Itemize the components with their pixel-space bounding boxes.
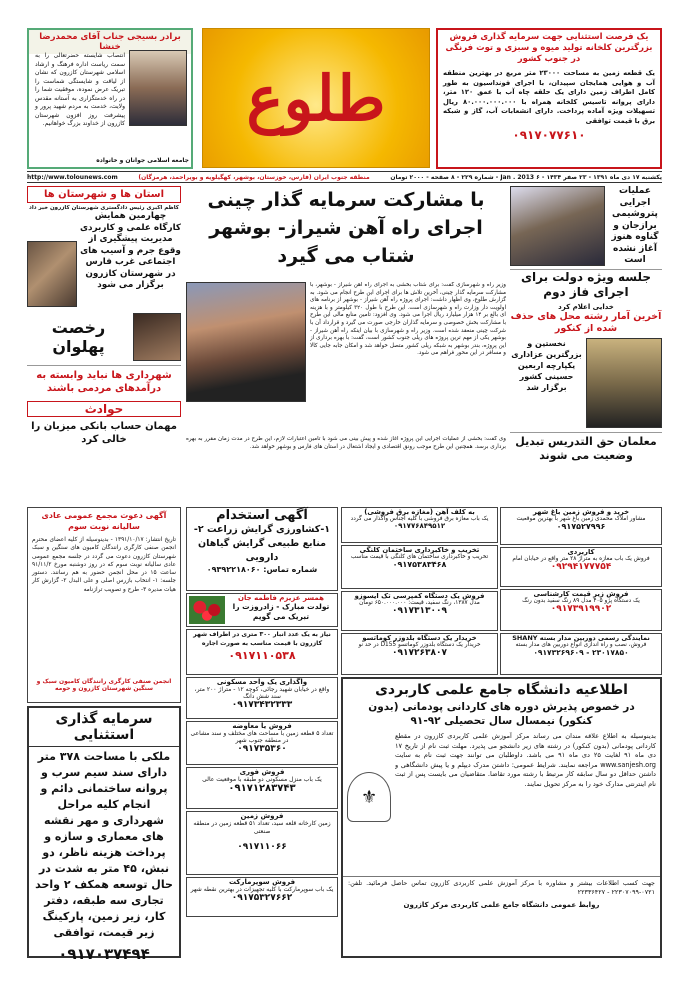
right-ad-phone: ۰۹۱۷۰۷۷۶۱۰ (512, 128, 586, 142)
car-sale-ad (500, 589, 662, 631)
right-headline-1: عملیات اجرایی پتروشیمی برازجان و گناوه هنوز آغاز نشده است (611, 186, 659, 265)
mourning-photo (586, 338, 662, 428)
investment-ad-body: ملکی با مساحت ۳۷۸ متر دارای سند سیم سرب و پروانه ساختمانی دائم و انجام کلیه مراحل شهرداری و مهر نقشه های معماری و سازه و پرداخت هزینه ناظر، دو نبش، ۴۵ متر به شدت در حال توسعه همکف ۲ واحد تجاری سه طبقه، دفتر کار، زیر زمین، پارکینگ زیر قیمت، توافقی (35, 750, 173, 939)
residential-ad-title: واگذاری یک واحد مسکونی (216, 678, 308, 686)
truck-sale-ad (341, 591, 498, 631)
provinces-photo (27, 241, 77, 307)
minister-photo (186, 282, 306, 402)
provinces-body: کاظم اکبری رئیس دادگستری شهرستان کازرون خبر داد (29, 205, 179, 211)
accidents-headline: مهمان حساب بانکی میزبان را خالی کرد (31, 421, 177, 445)
residential-ad-body: واقع در خیابان شهید رجائی، کوچه ۱۲ - متراژ ۲۰۰ متر، سند شش دانگ (194, 686, 330, 700)
truck-sale-title: فروش یک دستگاه کمپرسی تک ایسوزو (354, 592, 485, 600)
supermarket-phone: ۰۹۱۷۵۳۲۷۶۶۲ (231, 893, 293, 903)
meeting-notice-body: تاریخ انتشار: ۱۳۹۱/۱۰/۱۷ - بدینوسیله از کلیه اعضای محترم انجمن صنفی کارگری رانندگان کامیون های سنگین و سبک شهرستان کازرون دعوت می گردد در جلسه مجمع عمومی عادی سالیانه نوبت سوم که در روز دوشنبه مورخ ۹۱/۱۱/۲ ساعت ۱۵ در محل انجمن حضور به هم رسانند. دستور جلسه: ۱- انتخاب بازرس اصلی و علی البدل ۲- گزارش کار هیات مدیره ۳- طرح و تصویب ترازنامه (32, 537, 177, 593)
right-headline-4: نخستین و بزرگترین عزاداری یکپارچه اربعین حسینی کشور برگزار شد (511, 338, 582, 392)
shop-sale-ad (500, 547, 662, 587)
wrestler-photo (133, 313, 181, 361)
demolition-phone: ۰۹۱۷۵۳۸۳۴۶۸ (392, 560, 447, 569)
land-sale-ad (186, 811, 338, 875)
university-subtitle: در خصوص پذیرش دوره های کاردانی پودمانی (بدون کنکور) نیمسال سال تحصیلی ۹۲-۹۱ (368, 701, 635, 727)
supermarket-body: یک باب سوپرمارکت با کلیه تجهیزات در بهترین نقطه شهر (190, 886, 334, 893)
university-notice (341, 677, 662, 958)
demolition-body: تخریب و خاکبرداری ساختمان های کلنگی با قیمت مناسب (350, 554, 489, 560)
garden-land-title: خرید و فروش زمین باغ شهر (532, 508, 630, 516)
warehouse-ad (186, 629, 338, 675)
cctv-body: فروش، نصب و راه اندازی انواع دوربین های مدار بسته (515, 642, 647, 648)
electric-shop-body: یک باب مغازه برق فروشی با کلیه اجناس واگذار می گردد (350, 516, 489, 522)
main-headline: با مشارکت سرمایه گذار چینی اجرای راه آهن شیراز- بوشهر شتاب می گیرد (207, 189, 485, 267)
shop-sale-title: کاربردی (567, 548, 595, 556)
garden-land-ad (500, 507, 662, 545)
electric-shop-phone: ۰۹۱۷۷۶۸۴۹۵۱۲ (393, 522, 446, 530)
employment-ad-title: آگهی استخدام (216, 508, 308, 523)
region-text: منطقه جنوب ایران (فارس، خوزستان، بوشهر، کهگیلویه و بویراحمد، هرمزگان) (138, 174, 370, 181)
shop-sale-body: فروش یک باب مغازه به متراژ ۲۸ متر واقع در خیابان امام (512, 556, 650, 562)
urgent-sale-phone: ۰۹۱۷۱۲۸۳۷۴۳ (228, 783, 296, 794)
university-footer: جهت کسب اطلاعات بیشتر و مشاوره با مرکز آموزش علمی کاربردی کازرون تماس حاصل فرمائید. تلفن: ۰۷۲۱-۲۲۳۰۷۰۹۹ - ۲۲۳۳۶۴۲۷ (343, 876, 660, 899)
meeting-notice-title: آگهی دعوت مجمع عمومی عادی سالیانه نوبت سوم (41, 511, 167, 531)
masthead-logo: طلوع (246, 62, 386, 135)
exchange-ad-phone: ۰۹۱۷۳۵۳۶۰ (237, 744, 287, 754)
bulldozer-phone: ۰۹۱۷۲۶۳۸۰۷ (392, 648, 447, 658)
meeting-notice-ad (27, 507, 181, 703)
left-congrats-body2 (31, 130, 189, 134)
university-logo: ⚜ (347, 772, 391, 822)
right-ad-body: یک قطعه زمین به مساحت ۲۳۰۰۰ متر مربع در بهترین منطقه آب و هوایی همایجان سپیدان، با اجرای فونداسیون به طور کامل اطراف زمین دارای یک حلقه چاه آب با عمق ۱۲۰ متر، دارای پروانه تاسیس کلخانه همراه با ۸۰.۰۰۰.۰۰۰.۰۰۰ ریال تسهیلات ویژه آماده پرداخت. دارای انشعابات آب، گاز و شبکه برق با قیمت توافقی (443, 69, 656, 125)
warehouse-ad-phone: ۰۹۱۷۱۱۰۵۳۸ (228, 649, 296, 662)
flower-image (189, 596, 225, 624)
investment-ad (27, 706, 181, 963)
demolition-title: تخریب و خاکبرداری ساختمان کلنگی (359, 546, 480, 554)
residential-ad (186, 677, 338, 719)
cctv-phone: ۲۳۰۱۷۸۵۰ - ۰۹۱۷۳۲۶۹۶۰۹ (533, 648, 629, 657)
supermarket-ad (186, 877, 338, 917)
wrestler-headline: رخصت پهلوان (51, 318, 106, 356)
car-sale-phone: ۰۹۱۷۳۹۱۹۹۰۲ (550, 604, 612, 614)
left-news-column (27, 186, 181, 504)
land-sale-title: فروش زمین (240, 812, 284, 820)
left-congrats-box (27, 28, 193, 169)
right-headline-2: جلسه ویژه دولت برای اجرای فاز دوم (510, 269, 662, 300)
congrats-photo (129, 50, 187, 126)
bulldozer-body: خریدار یک دستگاه بلدوزر کوماتسو D155 در حد نو (358, 642, 481, 648)
website-link[interactable]: http://www.tolounews.com (27, 174, 118, 181)
provinces-section-header: استان ها و شهرستان ها (27, 186, 181, 203)
date-strip (27, 171, 662, 183)
investment-ad-title: سرمایه گذاری استثنایی (29, 708, 179, 747)
right-headline-5: معلمان حق التدریس تبدیل وضعیت می شوند (510, 432, 662, 463)
employment-ad-phone: شماره تماس: ۰۹۳۹۲۲۱۸۰۶۰ (206, 565, 318, 574)
warehouse-ad-body: نیاز به یک عدد انبار ۳۰۰ متری در اطراف شهر کازرون با قیمت مناسب به صورت اجاره (193, 631, 331, 647)
accidents-section-header: حوادث (27, 401, 181, 417)
electric-shop-ad (341, 507, 498, 543)
truck-sale-phone: ۰۹۱۷۳۱۳۰۰۹ (392, 606, 447, 616)
center-news (186, 186, 506, 504)
supermarket-title: فروش سوپرمارکت (228, 878, 296, 886)
university-sign: روابط عمومی دانشگاه جامع علمی کاربردی مرکز کازرون (403, 901, 600, 909)
right-headline-3a: خدایی اعلام کرد (558, 302, 614, 311)
birthday-ad (186, 593, 338, 627)
bulldozer-ad (341, 633, 498, 675)
investment-ad-phone: ۰۹۱۷۰۳۷۴۹۴ (58, 945, 150, 963)
bulldozer-title: خریدار یک دستگاه بلدوزر کوماتسو (362, 634, 477, 642)
university-title: اطلاعیه دانشگاه جامع علمی کاربردی (375, 682, 628, 698)
meeting-notice-sign: انجمن صنفی کارگری رانندگان کامیون سبک و سنگین شهرستان کازرون و حومه (36, 678, 172, 692)
cctv-ad (500, 633, 662, 675)
exchange-ad-title: فروش یا معاوضه (232, 722, 292, 730)
urgent-sale-ad (186, 767, 338, 809)
car-sale-body: یک دستگاه پژو ۴۰۵ مدل ۸۹ رنگ سفید بدون رنگ (522, 598, 640, 604)
electric-shop-title: به کلف آهن (مغازه برق فروشی) (364, 508, 475, 516)
car-sale-title: فروش زیر قیمت کارشناسی (533, 590, 629, 598)
right-headline-3: آخرین آمار رشته محل های حذف شده از کنکور (510, 310, 662, 334)
birthday-ad-title: همسر عزیزم فاطمه جان (238, 594, 324, 602)
exchange-ad-body: تعداد ۵ قطعه زمین با مساحت های مختلف و سند مشاعی در منطقه جنوب شهر (190, 730, 334, 744)
provinces-headline: چهارمین همایش کارگاه علمی و کاربردی مدیریت پیشگیری از وقوع جرم و آسیب های اجتماعی غرب فارس در شهرستان کازرون برگزار می شود (80, 211, 181, 290)
cctv-title: نمایندگی رسمی دوربین مدار بسته SHANY (512, 634, 650, 642)
employment-ad-body: ۱-کشاورزی گرایش زراعت ۲-منابع طبیعی گرایش گیاهان دارویی (193, 524, 331, 563)
demolition-ad (341, 545, 498, 589)
official-photo (510, 186, 605, 266)
university-body: بدینوسیله به اطلاع علاقه مندان می رساند مرکز آموزش علمی کاربردی کازرون در مقطع کاردانی پودمانی (بدون کنکور) در رشته های زیر دانشجو می پذیرد. مهلت ثبت نام از تاریخ ۱۷ دی ماه ۹۱ لغایت ۲۵ دی ماه ۹۱ می باشد. داوطلبان می توانند جهت ثبت نام به سایت www.sanjesh.org مراجعه نمایند. شرایط عمومی: داشتن مدرک دیپلم و یا پیش دانشگاهی و داشتن حداقل دو سال سابقه کار مرتبط با رشته مورد تقاضا. متقاضیان می بایست پس از ثبت نام اینترنتی مدارک خود را به مرکز تحویل نمایند. (395, 732, 656, 788)
employment-ad (186, 507, 338, 591)
left-congrats-sign: جامعه اسلامی جوانان و خانواده (96, 157, 189, 164)
issue-date: یکشنبه ۱۷ دی ماه ۱۳۹۱ - ۲۳ صفر ۱۴۳۴ - ۶ Jan . 2013 - شماره ۲۲۹ - ۸ صفحه - ۲۰۰۰ تومان (390, 174, 662, 181)
right-greenhouse-ad (436, 28, 662, 169)
garden-land-phone: ۰۹۱۷۵۲۷۹۹۶ (556, 522, 606, 531)
masthead-logo-box (202, 28, 430, 168)
municipality-headline: شهرداری ها نباید وابسته به درآمدهای مردمی باشند (27, 365, 181, 395)
main-article-body: وزیر راه و شهرسازی گفت: برای شتاب بخشی به اجرای راه آهن شیراز - بوشهر، با مشارکت سرمایه گذار چینی، آخرین تلاش ها برای اجرای این طرح انجام می شود. به گزارش طلوع، وی اظهار داشت: اجرای پروژه راه آهن شیراز - بوشهر از برنامه های اولویت دار وزارت راه و شهرسازی است. این طرح با طول ۳۲۰ کیلومتر و با هزینه ای بالغ بر ۱۴ هزار میلیارد ریال اجرا می شود. وی افزود: تامین منابع مالی این طرح با مشارکت بخش خصوصی و سرمایه گذاران خارجی صورت می گیرد و قرارداد آن با شرکت چینی منعقد شده است. وزیر راه و شهرسازی با بیان اینکه راه آهن شیراز - بوشهر یکی از مهم ترین پروژه های ریلی جنوب کشور است، گفت: با بهره برداری از این پروژه، بندر بوشهر به شبکه ریلی کشور متصل خواهد شد و امکان جابه جایی کالا و مسافر در این محور فراهم می شود. (310, 282, 506, 357)
shop-sale-phone: ۰۹۲۹۴۱۷۷۷۵۴ (550, 562, 612, 572)
exchange-ad (186, 721, 338, 765)
right-ad-title: یک فرصت استثنایی جهت سرمایه گذاری فروش بزرگترین کلخانه تولید میوه و سبزی و توت فرنگی در جنوب کشور (445, 32, 653, 64)
birthday-ad-body: تولدت مبارک - زادروزت را تبریک می گویم (232, 602, 330, 621)
residential-ad-phone: ۰۹۱۷۳۴۳۲۳۳۳ (231, 700, 293, 710)
land-sale-body: زمین کارخانه قلعه سید، تعداد ۵۱ قطعه زمین در منطقه صنعتی (193, 820, 331, 835)
main-article-body2: وی گفت: بخشی از عملیات اجرایی این پروژه آغاز شده و پیش بینی می شود با تامین اعتبارات لازم، این طرح در مدت زمان مقرر به بهره برداری برسد. همچنین این طرح موجب رونق اقتصادی و ایجاد اشتغال در استان های فارس و بوشهر خواهد شد. (186, 436, 506, 450)
truck-sale-body: مدل ۱۳۸۷، رنگ سفید، قیمت: ۶۵۰.۰۰۰.۰۰۰ تومان (359, 600, 480, 606)
garden-land-body: مشاور املاک محمدی زمین باغ شهر با بهترین موقعیت (516, 516, 646, 522)
urgent-sale-body: یک باب منزل مسکونی دو طبقه با موقعیت عالی (202, 776, 322, 783)
land-sale-phone: ۰۹۱۷۱۱۰۶۶ (237, 842, 287, 852)
left-congrats-body: انتصاب شایسته حضرتعالی را به سمت ریاست اداره فرهنگ و ارشاد اسلامی شهرستان کازرون که نشان از لیاقت و شایستگی شماست را تبریک عرض نموده، موفقیت شما را در راه خدمتگزاری به آستانه مقدس ولایت، خدمت به مردم شهید پرور و پیشرفت روز افزون شهرستان کازرون از خداوند بزرگ خواهانیم. (35, 52, 125, 127)
left-congrats-title: برادر بسیجی جناب آقای محمدرضا خنشا (29, 30, 191, 54)
right-news-column (510, 186, 662, 504)
urgent-sale-title: فروش فوری (239, 768, 285, 776)
